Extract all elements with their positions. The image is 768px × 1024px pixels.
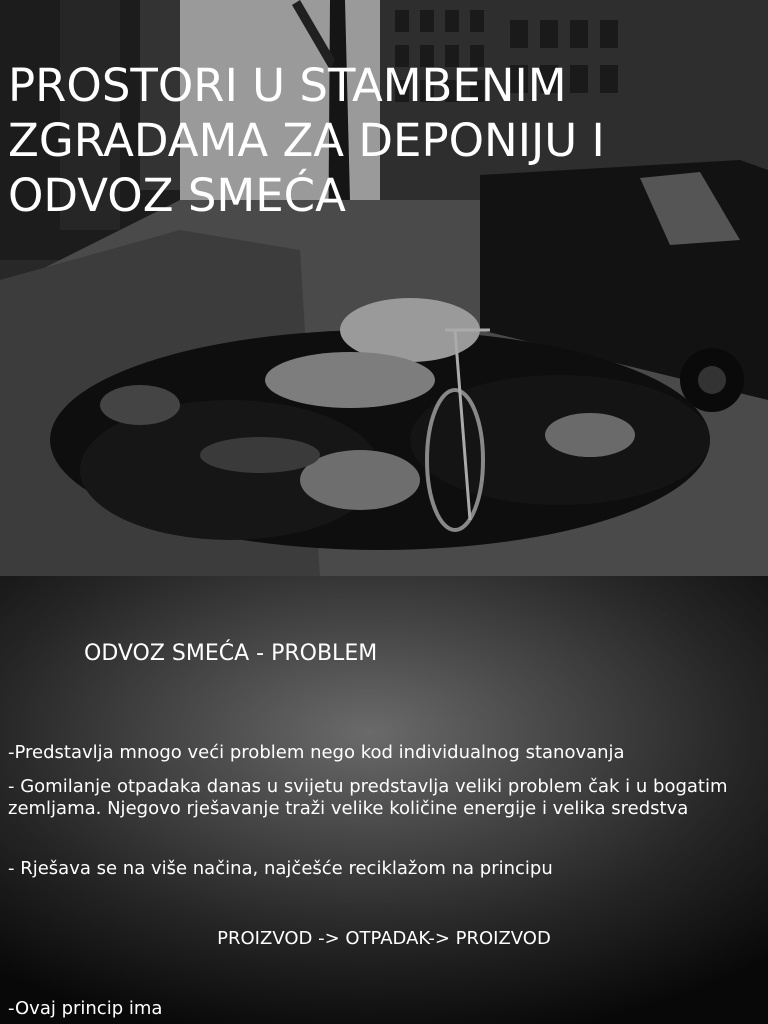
slide-title: PROSTORI U STAMBENIM ZGRADAMA ZA DEPONIJU I ODVOZ SMEĆA bbox=[8, 59, 605, 222]
paragraph-2: - Gomilanje otpadaka danas u svijetu predstavlja veliki problem čak i u bogatim zemljama. Njegovo rješavanje traži velike količine energije i velika sredstva bbox=[8, 776, 728, 819]
paragraph-1: -Predstavlja mnogo veći problem nego kod individualnog stanovanja bbox=[8, 742, 625, 763]
paragraph-closing: -Ovaj princip ima bbox=[8, 998, 163, 1019]
recycling-formula: PROIZVOD -> OTPADAK-> PROIZVOD bbox=[217, 928, 551, 949]
paragraph-3: - Rješava se na više načina, najčešće reciklažom na principu bbox=[8, 858, 553, 879]
section-heading: ODVOZ SMEĆA - PROBLEM bbox=[84, 641, 378, 666]
